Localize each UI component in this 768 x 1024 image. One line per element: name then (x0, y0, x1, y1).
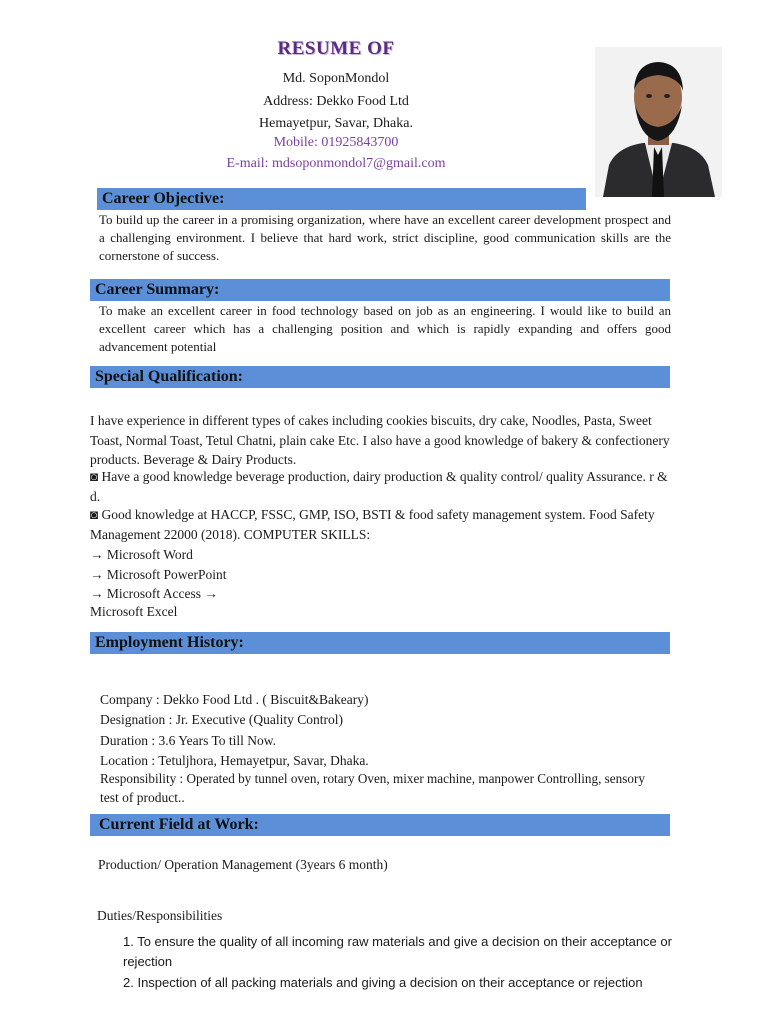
employment-company: Company : Dekko Food Ltd . ( Biscuit&Bakeary) (100, 692, 369, 707)
duty-item-continued: rejection (123, 954, 173, 969)
qualification-paragraph-2: ◙ Have a good knowledge beverage production, dairy production & quality control/ quality Assurance. r & d. (90, 469, 668, 504)
candidate-name: Md. SoponMondol (282, 71, 390, 86)
employment-duration: Duration : 3.6 Years To till Now. (100, 733, 277, 748)
address-line-2: Hemayetpur, Savar, Dhaka. (259, 116, 413, 131)
duty-item: 2. Inspection of all packing materials and giving a decision on their acceptance or rejection (123, 975, 643, 990)
section-heading-employment-history: Employment History: (90, 632, 670, 654)
address-line-1: Address: Dekko Food Ltd (263, 94, 409, 109)
resume-title: RESUME OF (277, 38, 395, 59)
career-summary-text: To make an excellent career in food technology based on job as an engineering. I would like to build an excellent career which has a challenging position and which is rapidly expanding and offers good advancement potential (99, 303, 671, 354)
email-address: E-mail: mdsoponmondol7@gmail.com (226, 156, 446, 171)
duty-item: 1. To ensure the quality of all incoming raw materials and give a decision on their acceptance or (123, 934, 672, 949)
section-heading-career-objective: Career Objective: (97, 188, 586, 210)
skill-item: Microsoft Excel (90, 604, 178, 619)
section-heading-special-qualification: Special Qualification: (90, 366, 670, 388)
skill-item: → Microsoft Access → (90, 586, 218, 601)
person-portrait-icon (595, 47, 722, 197)
mobile-number: Mobile: 01925843700 (273, 135, 399, 150)
career-objective-text: To build up the career in a promising organization, where have an excellent career development prospect and a challenging environment. I believe that hard work, strict discipline, good communication skills are the cornerstone of success. (99, 212, 671, 263)
section-heading-current-field: Current Field at Work: (90, 814, 670, 836)
employment-responsibility: Responsibility : Operated by tunnel oven, rotary Oven, mixer machine, manpower Controlling, sensory (100, 771, 645, 786)
qualification-paragraph-1: I have experience in different types of cakes including cookies biscuits, dry cake, Noodles, Pasta, Sweet Toast, Normal Toast, Tetul Chatni, plain cake Etc. I also have a good knowledge of bakery & confectionery products. Beverage & Dairy Products. (90, 413, 670, 467)
employment-designation: Designation : Jr. Executive (Quality Control) (100, 712, 343, 727)
skill-item: → Microsoft Word (90, 547, 193, 562)
profile-photo (595, 47, 722, 197)
skill-item: → Microsoft PowerPoint (90, 567, 227, 582)
current-field-text: Production/ Operation Management (3years 6 month) (98, 857, 388, 872)
section-heading-career-summary: Career Summary: (90, 279, 670, 301)
employment-responsibility-continued: test of product.. (100, 790, 185, 805)
qualification-paragraph-3: ◙ Good knowledge at HACCP, FSSC, GMP, ISO, BSTI & food safety management system. Food Safety Management 22000 (2018). COMPUTER SKILLS: (90, 507, 655, 542)
employment-location: Location : Tetuljhora, Hemayetpur, Savar, Dhaka. (100, 753, 369, 768)
duties-heading: Duties/Responsibilities (97, 908, 223, 923)
